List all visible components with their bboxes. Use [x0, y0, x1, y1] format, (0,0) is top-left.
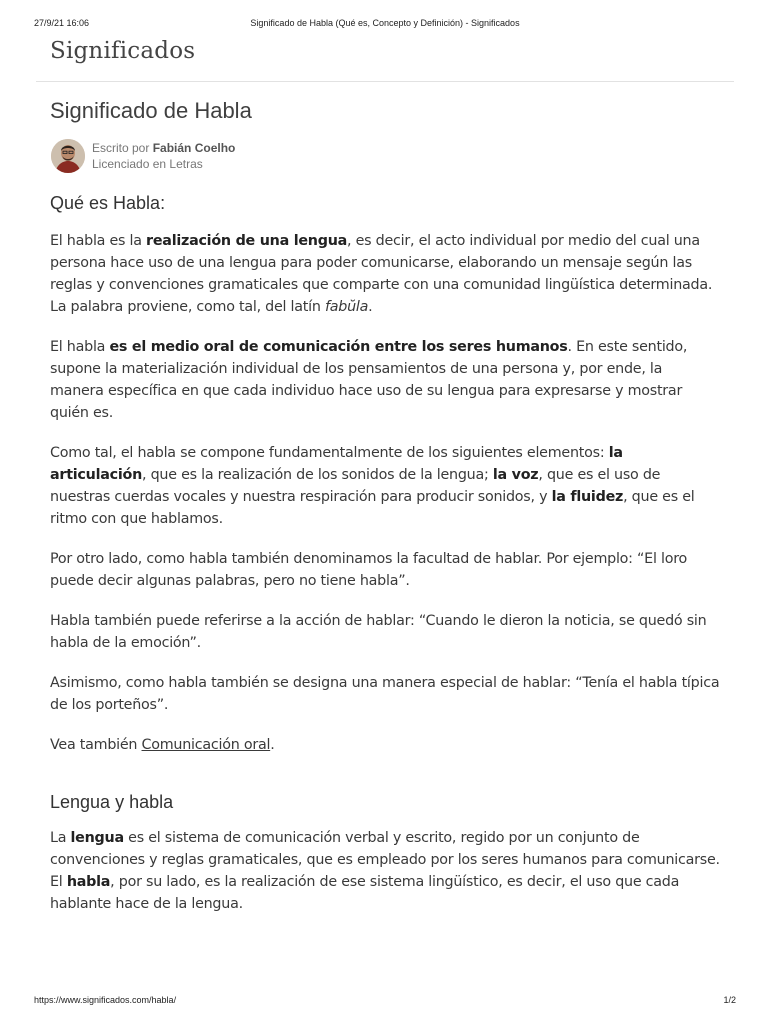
p7-text-a: Vea también	[50, 737, 142, 753]
paragraph-1	[50, 230, 720, 318]
comunicacion-oral-link[interactable]: Comunicación oral	[141, 737, 271, 753]
paragraph-4: Por otro lado, como habla también denominamos la facultad de hablar. Por ejemplo: “El loro puede decir algunas palabras, pero no tiene habla”.	[50, 551, 688, 589]
paragraph-3	[50, 442, 720, 530]
p1-text-a: El habla es la	[50, 233, 147, 249]
author-photo-icon	[51, 139, 85, 173]
p2-text-a: El habla	[50, 339, 110, 355]
print-header	[34, 18, 736, 32]
p8-text-a: La	[50, 830, 71, 846]
site-logo[interactable]: Significados	[50, 38, 196, 64]
p3-bold-fluidez: la fluidez	[551, 489, 624, 505]
page-number: 1/2	[723, 995, 736, 1005]
p3-bold-voz: la voz	[492, 467, 539, 483]
p7-text-b: .	[270, 737, 275, 753]
print-url: https://www.significados.com/habla/	[34, 995, 177, 1005]
p1-text-e: .	[368, 299, 373, 315]
p2-bold-term: es el medio oral de comunicación entre los seres humanos	[109, 339, 568, 355]
paragraph-8	[50, 827, 720, 915]
paragraph-5: Habla también puede referirse a la acción de hablar: “Cuando le dieron la noticia, se quedó sin habla de la emoción”.	[50, 613, 707, 651]
p3-text-e: , que es el uso de nuestras cuerdas vocales y nuestra respiración para producir sonidos, y	[50, 467, 661, 505]
article-body	[50, 192, 720, 933]
p1-text-c: , es decir, el acto individual por medio del cual una persona hace uso de una lengua para poder comunicarse, elaborando un mensaje según las reglas y convenciones gramaticales que comparte con una comunidad lingüística determinada. La palabra proviene, como tal, del latín	[50, 233, 713, 315]
written-by-label: Escrito por	[92, 141, 150, 155]
p1-latin-word: fabŭla	[324, 299, 369, 315]
section-heading-lengua-y-habla: Lengua y habla	[50, 792, 174, 812]
print-footer	[34, 995, 736, 1009]
p3-text-a: Como tal, el habla se compone fundamentalmente de los siguientes elementos:	[50, 445, 609, 461]
author-credential: Licenciado en Letras	[92, 157, 203, 171]
print-date: 27/9/21 16:06	[34, 18, 90, 28]
header-divider	[36, 81, 734, 82]
section-heading-que-es-habla: Qué es Habla:	[50, 193, 166, 213]
p3-text-c: , que es la realización de los sonidos de la lengua;	[142, 467, 493, 483]
author-name[interactable]: Fabián Coelho	[152, 141, 236, 155]
p8-bold-habla: habla	[66, 874, 111, 890]
p1-bold-term: realización de una lengua	[146, 233, 348, 249]
paragraph-2	[50, 336, 720, 424]
paragraph-7	[50, 734, 720, 756]
p3-bold-articulacion: la articulación	[50, 445, 623, 483]
p8-text-e: , por su lado, es la realización de ese sistema lingüístico, es decir, el uso que cada hablante hace de la lengua.	[50, 874, 680, 912]
p2-text-c: . En este sentido, supone la materialización individual de los pensamientos de una persona y, por ende, la manera específica en que cada individuo hace uso de su lengua para expresarse y mostrar quién es.	[50, 339, 688, 421]
paragraph-6: Asimismo, como habla también se designa una manera especial de hablar: “Tenía el habla típica de los porteños”.	[50, 675, 720, 713]
author-avatar[interactable]	[51, 139, 85, 173]
p8-bold-lengua: lengua	[70, 830, 124, 846]
p8-text-c: es el sistema de comunicación verbal y escrito, regido por un conjunto de convenciones y reglas gramaticales, que es empleado por los seres humanos para comunicarse. El	[50, 830, 720, 890]
page-title: Significado de Habla	[50, 98, 252, 123]
p3-text-g: , que es el ritmo con que hablamos.	[50, 489, 695, 527]
print-document-title: Significado de Habla (Qué es, Concepto y Definición) - Significados	[250, 18, 520, 28]
author-info	[92, 140, 235, 172]
author-line	[92, 140, 235, 156]
